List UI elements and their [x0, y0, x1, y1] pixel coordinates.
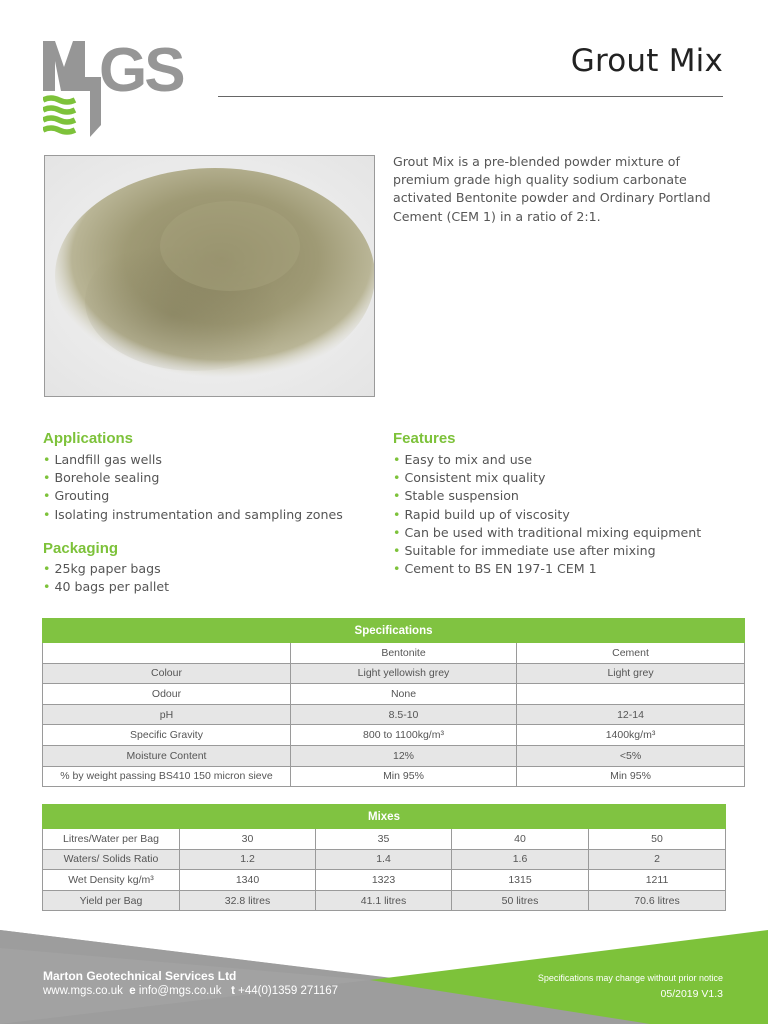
features-list — [393, 451, 701, 578]
table-cell: 1315 — [452, 870, 589, 891]
email-link[interactable]: info@mgs.co.uk — [138, 985, 222, 997]
table-cell: 12-14 — [517, 704, 745, 725]
table-cell: 1.4 — [316, 849, 452, 870]
list-item: • Borehole sealing — [43, 469, 343, 487]
table-cell: 40 — [452, 829, 589, 850]
table-row — [43, 829, 726, 850]
table-cell: 70.6 litres — [589, 890, 726, 911]
table-cell: 50 litres — [452, 890, 589, 911]
table-row — [43, 663, 745, 684]
specifications-table — [42, 618, 744, 787]
table-row — [43, 870, 726, 891]
table-cell: Litres/Water per Bag — [43, 829, 180, 850]
table-cell — [517, 684, 745, 705]
table-cell: Yield per Bag — [43, 890, 180, 911]
table-cell: Colour — [43, 663, 291, 684]
list-item: • Isolating instrumentation and sampling zones — [43, 506, 343, 524]
product-description: Grout Mix is a pre-blended powder mixture of premium grade high quality sodium carbonate activated Bentonite powder and Ordinary Portland Cement (CEM 1) in a ratio of 2:1. — [393, 154, 711, 224]
logo-letters: GS — [99, 41, 183, 105]
column-header-cement: Cement — [517, 643, 745, 664]
product-photo — [44, 155, 375, 397]
mgs-logo — [43, 41, 193, 139]
table-row — [43, 684, 745, 705]
company-name: Marton Geotechnical Services Ltd — [43, 969, 237, 983]
applications-list — [43, 451, 343, 524]
table-cell: 1.2 — [180, 849, 316, 870]
list-item: • Suitable for immediate use after mixing — [393, 542, 701, 560]
document-version: 05/2019 V1.3 — [660, 988, 723, 1000]
list-item: • Grouting — [43, 487, 343, 505]
table-row — [43, 745, 745, 766]
list-item: • 40 bags per pallet — [43, 578, 169, 596]
list-item: • 25kg paper bags — [43, 560, 169, 578]
table-cell: Min 95% — [517, 766, 745, 787]
packaging-list — [43, 560, 169, 596]
table-cell: <5% — [517, 745, 745, 766]
table-cell: Waters/ Solids Ratio — [43, 849, 180, 870]
list-item: • Landfill gas wells — [43, 451, 343, 469]
specification-notice: Specifications may change without prior notice — [537, 973, 723, 983]
table-cell: Odour — [43, 684, 291, 705]
table-cell: 41.1 litres — [316, 890, 452, 911]
email-label: e — [129, 985, 136, 997]
table-cell: 1.6 — [452, 849, 589, 870]
table-row — [43, 725, 745, 746]
table-cell: 2 — [589, 849, 726, 870]
list-item: • Rapid build up of viscosity — [393, 506, 701, 524]
list-item: • Cement to BS EN 197-1 CEM 1 — [393, 560, 701, 578]
list-item: • Stable suspension — [393, 487, 701, 505]
features-heading: Features — [393, 430, 456, 447]
table-cell: 1400kg/m³ — [517, 725, 745, 746]
mixes-heading: Mixes — [43, 805, 726, 829]
table-cell: 1340 — [180, 870, 316, 891]
table-row — [43, 890, 726, 911]
table-row — [43, 766, 745, 787]
table-cell: 50 — [589, 829, 726, 850]
phone-number: +44(0)1359 271167 — [238, 985, 339, 997]
table-cell: pH — [43, 704, 291, 725]
footer-meta — [538, 972, 723, 1002]
table-cell: Wet Density kg/m³ — [43, 870, 180, 891]
table-cell: 1323 — [316, 870, 452, 891]
table-cell: None — [291, 684, 517, 705]
table-cell: 1211 — [589, 870, 726, 891]
list-item: • Consistent mix quality — [393, 469, 701, 487]
table-cell: Specific Gravity — [43, 725, 291, 746]
table-row — [43, 849, 726, 870]
table-cell: Light yellowish grey — [291, 663, 517, 684]
table-cell: % by weight passing BS410 150 micron sieve — [43, 766, 291, 787]
phone-label: t — [231, 985, 235, 997]
mixes-table — [42, 804, 725, 911]
table-cell: 35 — [316, 829, 452, 850]
table-cell: 32.8 litres — [180, 890, 316, 911]
contact-line — [43, 984, 338, 998]
title-divider — [218, 96, 723, 97]
table-cell: 800 to 1100kg/m³ — [291, 725, 517, 746]
table-cell: 12% — [291, 745, 517, 766]
packaging-heading: Packaging — [43, 540, 119, 557]
list-item: • Easy to mix and use — [393, 451, 701, 469]
table-row — [43, 643, 745, 664]
table-cell: 8.5-10 — [291, 704, 517, 725]
list-item: • Can be used with traditional mixing equipment — [393, 524, 701, 542]
mgs-logo-mark — [43, 41, 193, 139]
table-cell: Min 95% — [291, 766, 517, 787]
table-cell — [43, 643, 291, 664]
column-header-bentonite: Bentonite — [291, 643, 517, 664]
table-cell: 30 — [180, 829, 316, 850]
applications-heading: Applications — [43, 430, 134, 447]
footer-contact — [43, 969, 338, 998]
table-cell: Moisture Content — [43, 745, 291, 766]
specifications-heading: Specifications — [43, 619, 745, 643]
table-cell: Light grey — [517, 663, 745, 684]
table-row — [43, 704, 745, 725]
page-title: Grout Mix — [570, 43, 723, 79]
website-link[interactable]: www.mgs.co.uk — [43, 985, 123, 997]
